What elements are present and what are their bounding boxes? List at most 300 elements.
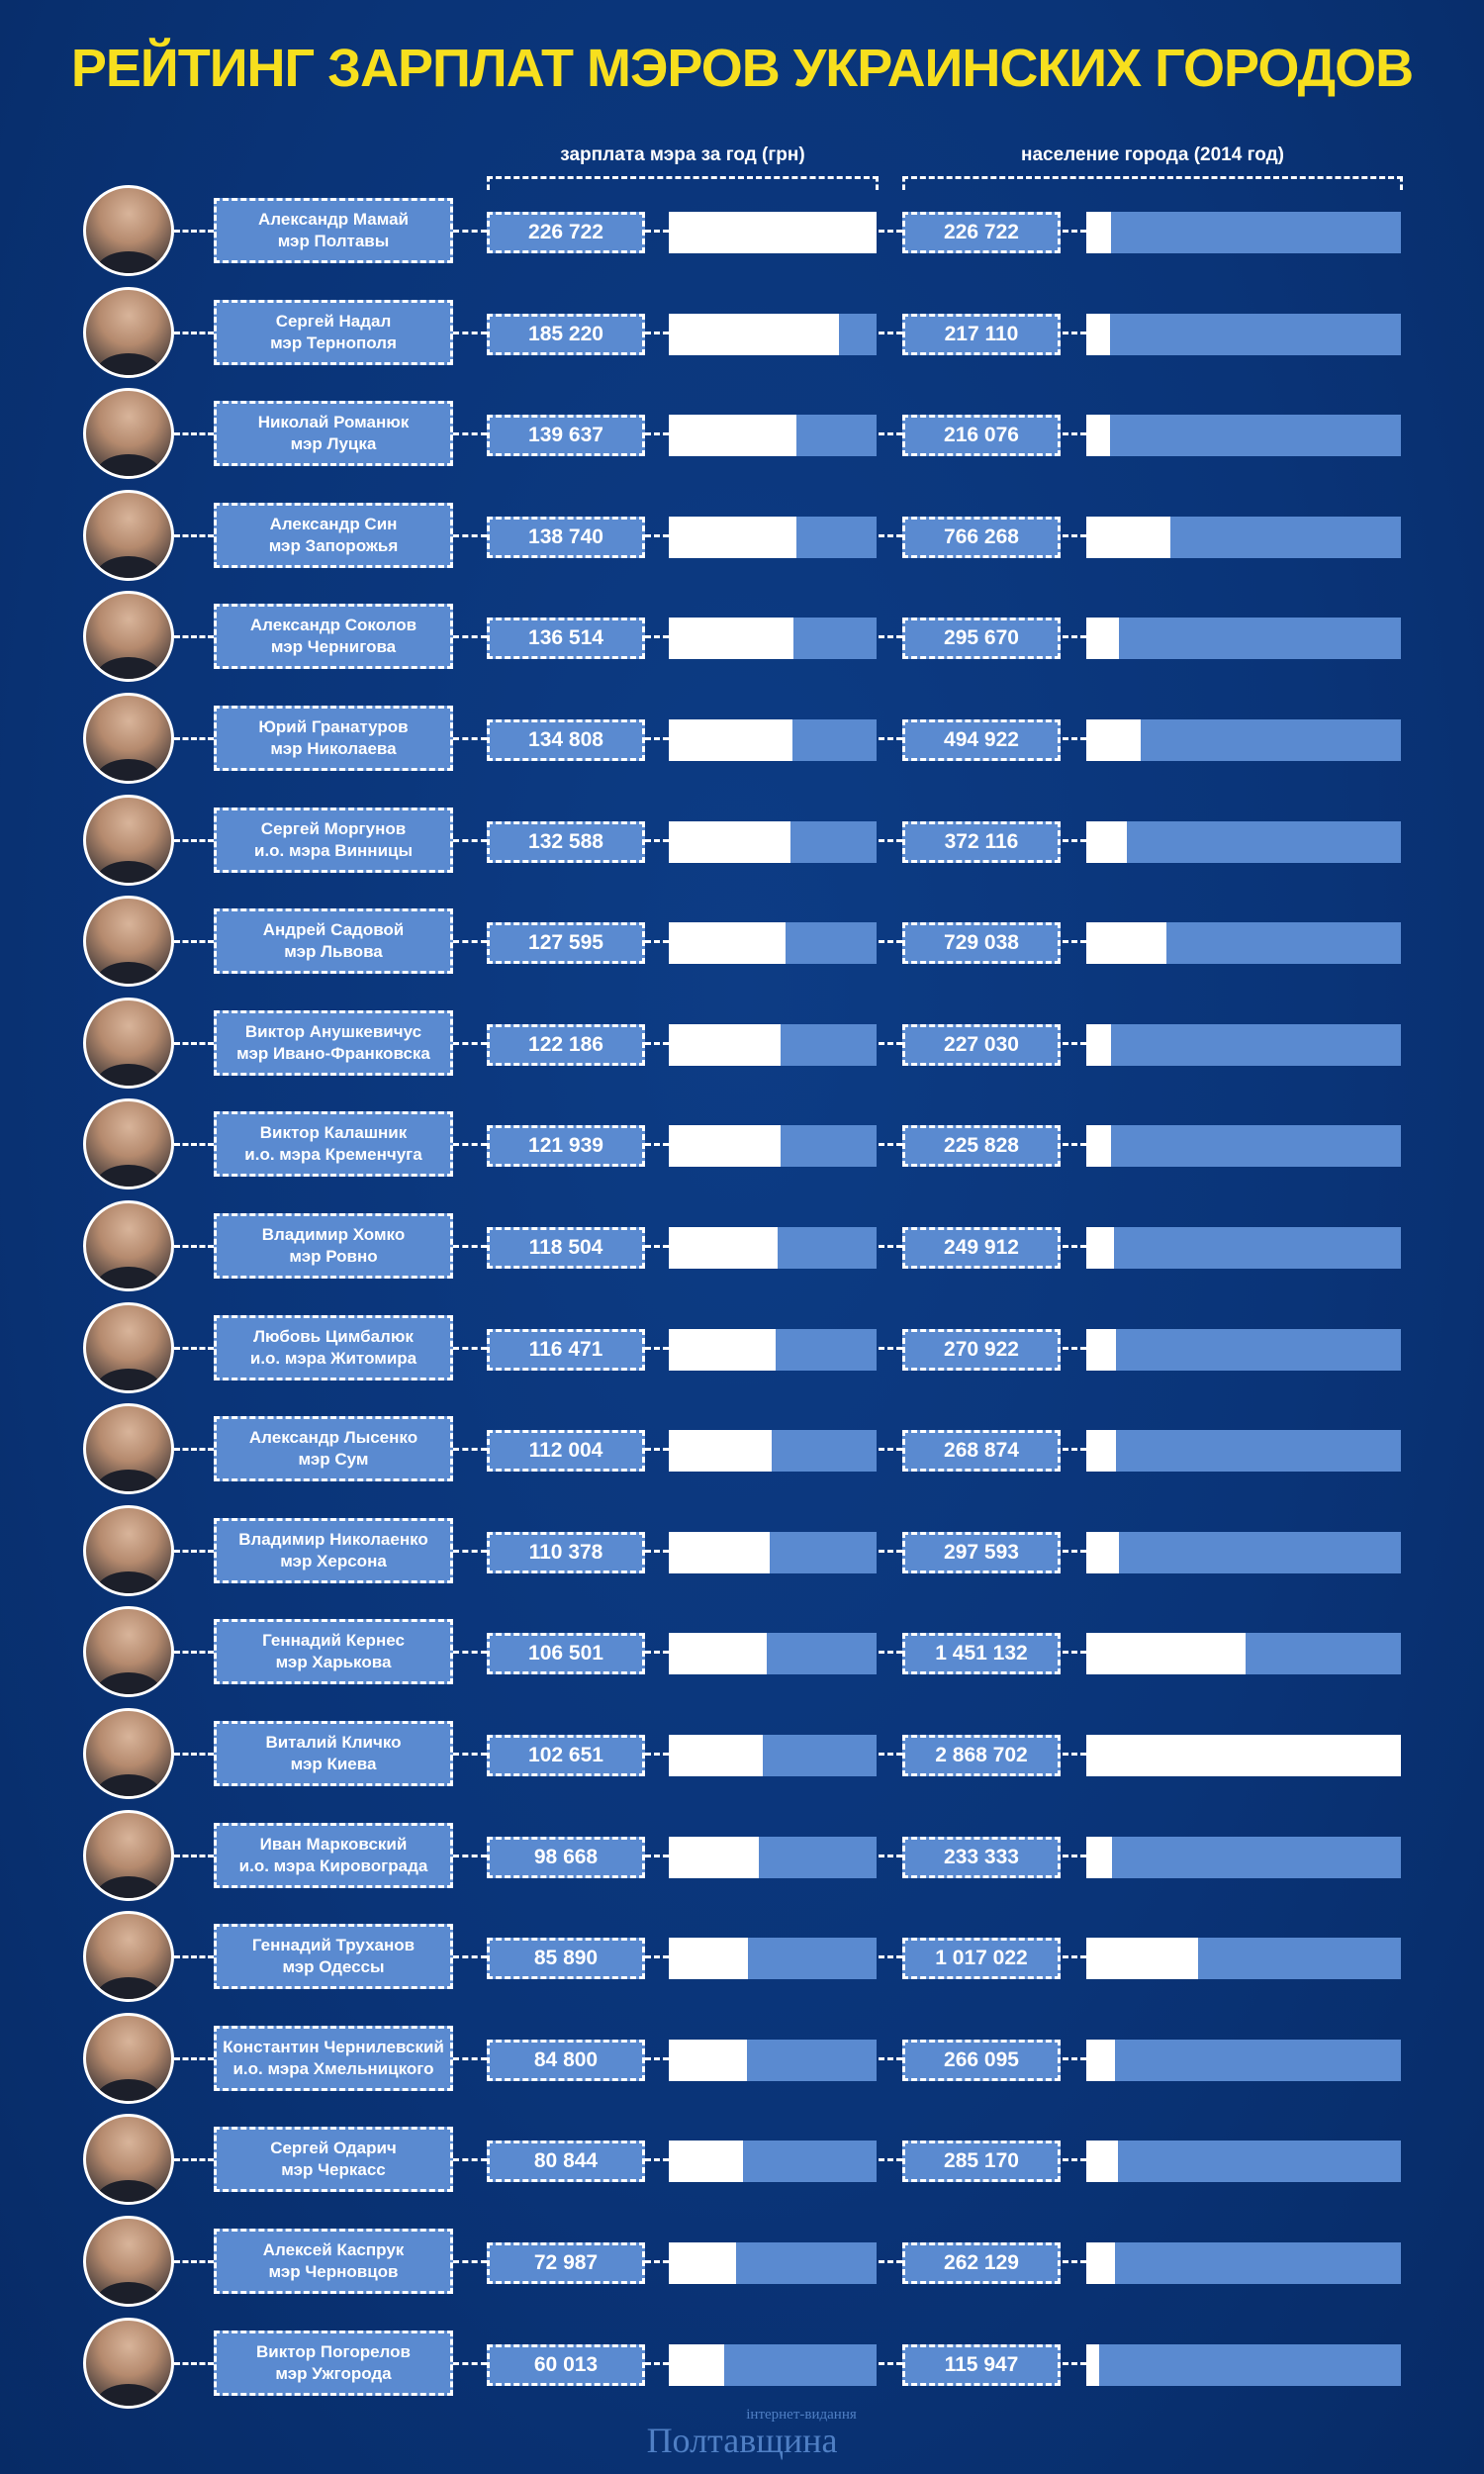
mayor-name: Виктор Калашник (259, 1123, 408, 1143)
salary-bar (669, 1837, 759, 1878)
mayor-name-box (214, 1619, 453, 1684)
dashed-connector (453, 940, 487, 943)
dashed-connector (645, 2057, 669, 2060)
population-bar (1086, 1125, 1111, 1167)
dashed-connector (453, 2057, 487, 2060)
population-bar-track (1086, 922, 1401, 964)
dashed-connector (174, 1347, 214, 1350)
dashed-connector (645, 1448, 669, 1451)
dashed-connector (1063, 635, 1086, 638)
population-bar-track (1086, 1430, 1401, 1472)
dashed-connector (453, 839, 487, 842)
dashed-connector (879, 1651, 902, 1654)
salary-value-label: 116 471 (487, 1329, 645, 1371)
mayor-photo (83, 388, 174, 479)
population-value-label: 262 129 (902, 2242, 1061, 2284)
dashed-connector (453, 534, 487, 537)
dashed-connector (879, 1143, 902, 1146)
dashed-connector (1063, 1245, 1086, 1248)
population-bar (1086, 2344, 1099, 2386)
dashed-connector (174, 1753, 214, 1756)
dashed-connector (453, 230, 487, 233)
salary-value-label: 139 637 (487, 415, 645, 456)
dashed-connector (645, 2362, 669, 2365)
population-value-label: 295 670 (902, 618, 1061, 659)
salary-bar (669, 1125, 781, 1167)
salary-bar-track (669, 415, 877, 456)
dashed-connector (1063, 2260, 1086, 2263)
dashed-connector (1063, 839, 1086, 842)
population-bar (1086, 922, 1166, 964)
population-value-label: 115 947 (902, 2344, 1061, 2386)
mayor-name: Александр Лысенко (248, 1428, 418, 1448)
mayor-photo (83, 1403, 174, 1494)
population-value-label: 494 922 (902, 719, 1061, 761)
dashed-connector (1063, 1347, 1086, 1350)
dashed-connector (174, 432, 214, 435)
population-bar (1086, 618, 1119, 659)
mayor-role: и.о. мэра Кировограда (238, 1856, 428, 1875)
dashed-connector (879, 1955, 902, 1958)
dashed-connector (879, 635, 902, 638)
dashed-connector (879, 534, 902, 537)
photo-silhouette (96, 1267, 161, 1291)
population-value-label: 270 922 (902, 1329, 1061, 1371)
salary-bar-track (669, 2344, 877, 2386)
population-bar (1086, 415, 1110, 456)
mayor-name: Геннадий Кернес (262, 1631, 405, 1651)
salary-value-label: 106 501 (487, 1633, 645, 1674)
population-value-label: 1 451 132 (902, 1633, 1061, 1674)
salary-bar-track (669, 2040, 877, 2081)
dashed-connector (174, 1855, 214, 1857)
photo-silhouette (96, 1774, 161, 1799)
photo-silhouette (96, 861, 161, 886)
mayor-name: Владимир Николаенко (238, 1529, 428, 1549)
dashed-connector (645, 1855, 669, 1857)
dashed-connector (453, 1753, 487, 1756)
mayor-photo (83, 998, 174, 1089)
population-column-header: население города (2014 год) (1021, 144, 1284, 165)
photo-silhouette (96, 2384, 161, 2409)
mayor-role: мэр Черкасс (281, 2160, 386, 2180)
mayor-role: и.о. мэра Хмельницкого (232, 2058, 434, 2078)
mayor-name-box (214, 1010, 453, 1076)
mayor-row (0, 1805, 1484, 1906)
mayor-role: мэр Львова (284, 942, 383, 962)
mayor-row (0, 282, 1484, 383)
mayor-photo (83, 591, 174, 682)
population-bar (1086, 517, 1170, 558)
dashed-connector (1063, 534, 1086, 537)
mayor-name-box (214, 1111, 453, 1177)
dashed-connector (879, 1855, 902, 1857)
dashed-connector (645, 1651, 669, 1654)
mayor-role: мэр Ужгорода (275, 2363, 392, 2383)
dashed-connector (453, 635, 487, 638)
population-bar (1086, 1024, 1111, 1066)
mayor-name-box (214, 1721, 453, 1786)
mayor-photo (83, 287, 174, 378)
salary-value-label: 84 800 (487, 2040, 645, 2081)
dashed-connector (453, 2260, 487, 2263)
salary-value-label: 72 987 (487, 2242, 645, 2284)
population-bar-track (1086, 1227, 1401, 1269)
photo-silhouette (96, 1672, 161, 1697)
mayor-role: мэр Черновцов (268, 2262, 399, 2281)
dashed-connector (174, 2260, 214, 2263)
salary-value-label: 112 004 (487, 1430, 645, 1472)
mayor-name: Константин Чернилевский (223, 2037, 444, 2056)
publisher-logo (0, 2407, 1484, 2461)
dashed-connector (1063, 332, 1086, 334)
population-value-label: 268 874 (902, 1430, 1061, 1472)
dashed-connector (453, 737, 487, 740)
mayor-name-box (214, 503, 453, 568)
salary-bar (669, 1532, 770, 1573)
dashed-connector (174, 1448, 214, 1451)
dashed-connector (174, 635, 214, 638)
salary-column-header: зарплата мэра за год (грн) (560, 144, 805, 165)
mayor-name: Геннадий Труханов (251, 1936, 416, 1955)
photo-silhouette (96, 657, 161, 682)
mayor-role: мэр Чернигова (270, 637, 397, 657)
population-bar (1086, 2242, 1115, 2284)
salary-bar-track (669, 1938, 877, 1979)
mayor-photo (83, 2318, 174, 2409)
mayor-name: Алексей Каспрук (262, 2240, 405, 2259)
population-bar-track (1086, 517, 1401, 558)
mayor-name: Виктор Анушкевичус (244, 1021, 422, 1041)
dashed-connector (645, 1955, 669, 1958)
population-bar-track (1086, 1024, 1401, 1066)
dashed-connector (879, 432, 902, 435)
population-bar-track (1086, 1938, 1401, 1979)
mayor-row (0, 1703, 1484, 1804)
mayor-row (0, 586, 1484, 687)
mayor-role: и.о. мэра Кременчуга (244, 1145, 422, 1165)
salary-bar (669, 2242, 736, 2284)
mayor-role: мэр Киева (290, 1755, 377, 1773)
salary-bar (669, 2141, 743, 2182)
photo-silhouette (96, 1470, 161, 1494)
photo-silhouette (96, 2282, 161, 2307)
mayor-name-box (214, 1924, 453, 1989)
population-bar-track (1086, 2242, 1401, 2284)
photo-silhouette (96, 1876, 161, 1901)
population-bar-track (1086, 1532, 1401, 1573)
mayor-name-box (214, 604, 453, 669)
salary-bar (669, 821, 790, 863)
salary-bar (669, 922, 786, 964)
mayor-name-box (214, 1518, 453, 1583)
dashed-connector (879, 1042, 902, 1045)
salary-value-label: 80 844 (487, 2141, 645, 2182)
population-bar (1086, 719, 1141, 761)
dashed-connector (879, 1245, 902, 1248)
salary-value-label: 134 808 (487, 719, 645, 761)
mayor-name-box (214, 808, 453, 873)
mayor-row (0, 383, 1484, 484)
population-value-label: 285 170 (902, 2141, 1061, 2182)
mayor-row (0, 485, 1484, 586)
mayor-row (0, 180, 1484, 281)
salary-bar (669, 1735, 763, 1776)
salary-bar (669, 1227, 778, 1269)
population-bar-track (1086, 314, 1401, 355)
salary-value-label: 127 595 (487, 922, 645, 964)
salary-bar-track (669, 314, 877, 355)
salary-bar-track (669, 1735, 877, 1776)
mayor-name-box (214, 2229, 453, 2294)
dashed-connector (879, 1550, 902, 1553)
photo-silhouette (96, 962, 161, 987)
dashed-connector (645, 737, 669, 740)
population-bar (1086, 212, 1111, 253)
mayor-photo (83, 1911, 174, 2002)
population-value-label: 233 333 (902, 1837, 1061, 1878)
mayor-row (0, 2313, 1484, 2414)
population-bar (1086, 314, 1110, 355)
population-bar (1086, 1938, 1198, 1979)
dashed-connector (1063, 2057, 1086, 2060)
chart-title: РЕЙТИНГ ЗАРПЛАТ МЭРОВ УКРАИНСКИХ ГОРОДОВ (70, 39, 1414, 98)
mayor-name: Сергей Одарич (270, 2139, 397, 2158)
dashed-connector (453, 432, 487, 435)
photo-silhouette (96, 759, 161, 784)
salary-bar-track (669, 1024, 877, 1066)
dashed-connector (174, 839, 214, 842)
mayor-photo (83, 795, 174, 886)
photo-silhouette (96, 1064, 161, 1089)
salary-bar-track (669, 2141, 877, 2182)
population-value-label: 216 076 (902, 415, 1061, 456)
dashed-connector (645, 432, 669, 435)
population-bar (1086, 1227, 1114, 1269)
population-bar-track (1086, 2344, 1401, 2386)
salary-bar-track (669, 517, 877, 558)
mayor-name-box (214, 401, 453, 466)
mayor-photo (83, 185, 174, 276)
dashed-connector (645, 1347, 669, 1350)
population-value-label: 297 593 (902, 1532, 1061, 1573)
salary-value-label: 132 588 (487, 821, 645, 863)
dashed-connector (1063, 432, 1086, 435)
dashed-connector (879, 1753, 902, 1756)
dashed-connector (879, 2057, 902, 2060)
mayor-name: Андрей Садовой (262, 920, 405, 940)
dashed-connector (879, 230, 902, 233)
dashed-connector (645, 1753, 669, 1756)
salary-bar (669, 618, 793, 659)
dashed-connector (879, 2158, 902, 2161)
logo-name: Полтавщина (646, 2421, 838, 2460)
mayor-name: Юрий Гранатуров (258, 717, 409, 736)
salary-value-label: 226 722 (487, 212, 645, 253)
dashed-connector (645, 230, 669, 233)
logo-subtitle: інтернет-видання (746, 2407, 857, 2423)
mayor-row (0, 993, 1484, 1094)
dashed-connector (453, 2362, 487, 2365)
mayor-row (0, 1297, 1484, 1398)
photo-silhouette (96, 2079, 161, 2104)
salary-bar (669, 1938, 748, 1979)
salary-bar-track (669, 1837, 877, 1878)
mayor-name-box (214, 1823, 453, 1888)
mayor-name-box (214, 706, 453, 771)
dashed-connector (453, 1245, 487, 1248)
population-bar (1086, 821, 1127, 863)
dashed-connector (879, 332, 902, 334)
dashed-connector (1063, 1143, 1086, 1146)
salary-bar (669, 2040, 747, 2081)
mayor-row (0, 2008, 1484, 2109)
population-bar-track (1086, 1633, 1401, 1674)
salary-value-label: 121 939 (487, 1125, 645, 1167)
salary-bar (669, 1430, 772, 1472)
dashed-connector (879, 839, 902, 842)
dashed-connector (174, 1245, 214, 1248)
dashed-connector (879, 2362, 902, 2365)
dashed-connector (645, 635, 669, 638)
population-value-label: 1 017 022 (902, 1938, 1061, 1979)
salary-bar-track (669, 1125, 877, 1167)
mayor-name-box (214, 198, 453, 263)
dashed-connector (645, 1143, 669, 1146)
mayor-role: мэр Николаева (270, 739, 397, 758)
salary-bar (669, 1633, 767, 1674)
salary-value-label: 102 651 (487, 1735, 645, 1776)
salary-bar (669, 517, 796, 558)
dashed-connector (174, 2158, 214, 2161)
population-bar-track (1086, 1329, 1401, 1371)
dashed-connector (1063, 1448, 1086, 1451)
dashed-connector (645, 332, 669, 334)
salary-bar-track (669, 2242, 877, 2284)
mayor-row (0, 1500, 1484, 1601)
dashed-connector (1063, 1042, 1086, 1045)
dashed-connector (645, 534, 669, 537)
mayor-name-box (214, 1213, 453, 1279)
dashed-connector (879, 940, 902, 943)
mayor-role: и.о. мэра Житомира (249, 1348, 417, 1368)
dashed-connector (1063, 2158, 1086, 2161)
salary-bar (669, 2344, 724, 2386)
mayor-photo (83, 490, 174, 581)
mayor-photo (83, 1708, 174, 1799)
dashed-connector (174, 2362, 214, 2365)
population-bar (1086, 1329, 1116, 1371)
mayor-row (0, 1398, 1484, 1499)
dashed-connector (1063, 1651, 1086, 1654)
mayor-row (0, 1094, 1484, 1194)
salary-bar-track (669, 1633, 877, 1674)
dashed-connector (1063, 2362, 1086, 2365)
salary-bar-track (669, 212, 877, 253)
population-value-label: 266 095 (902, 2040, 1061, 2081)
salary-value-label: 110 378 (487, 1532, 645, 1573)
salary-value-label: 98 668 (487, 1837, 645, 1878)
mayor-photo (83, 1302, 174, 1393)
population-bar (1086, 1532, 1119, 1573)
mayor-role: мэр Ровно (289, 1247, 378, 1266)
mayor-row (0, 2109, 1484, 2210)
dashed-connector (174, 940, 214, 943)
photo-silhouette (96, 251, 161, 276)
mayor-photo (83, 896, 174, 987)
dashed-connector (1063, 1955, 1086, 1958)
salary-bar-track (669, 719, 877, 761)
dashed-connector (174, 332, 214, 334)
mayor-role: мэр Херсона (280, 1551, 387, 1570)
dashed-connector (879, 1448, 902, 1451)
population-bar (1086, 1837, 1112, 1878)
mayor-role: мэр Тернополя (270, 333, 397, 352)
mayor-photo (83, 2216, 174, 2307)
dashed-connector (645, 1042, 669, 1045)
salary-value-label: 122 186 (487, 1024, 645, 1066)
photo-silhouette (96, 1571, 161, 1596)
salary-value-label: 118 504 (487, 1227, 645, 1269)
photo-silhouette (96, 1369, 161, 1393)
mayor-name: Виктор Погорелов (256, 2341, 411, 2361)
mayor-row (0, 790, 1484, 891)
dashed-connector (645, 1550, 669, 1553)
mayor-name: Александр Соколов (249, 616, 417, 635)
mayor-name: Николай Романюк (257, 413, 410, 432)
population-value-label: 372 116 (902, 821, 1061, 863)
population-bar (1086, 1430, 1116, 1472)
salary-bar-track (669, 1227, 877, 1269)
photo-silhouette (96, 1977, 161, 2002)
dashed-connector (1063, 737, 1086, 740)
mayor-name: Сергей Моргунов (260, 818, 407, 838)
salary-bar (669, 314, 839, 355)
dashed-connector (1063, 940, 1086, 943)
population-bar-track (1086, 1735, 1401, 1776)
dashed-connector (174, 1550, 214, 1553)
mayor-photo (83, 2114, 174, 2205)
salary-bar-track (669, 922, 877, 964)
dashed-connector (645, 940, 669, 943)
population-bar-track (1086, 415, 1401, 456)
population-value-label: 729 038 (902, 922, 1061, 964)
photo-silhouette (96, 556, 161, 581)
mayor-photo (83, 1810, 174, 1901)
mayor-role: мэр Одессы (282, 1957, 385, 1977)
population-bar-track (1086, 212, 1401, 253)
salary-bar (669, 415, 796, 456)
mayor-role: мэр Сум (298, 1450, 369, 1470)
photo-silhouette (96, 2180, 161, 2205)
photo-silhouette (96, 454, 161, 479)
mayor-row (0, 891, 1484, 992)
population-bar (1086, 1633, 1246, 1674)
mayor-name: Александр Мамай (258, 210, 409, 229)
salary-value-label: 136 514 (487, 618, 645, 659)
mayor-role: мэр Харькова (275, 1653, 392, 1672)
dashed-connector (174, 1651, 214, 1654)
dashed-connector (879, 2260, 902, 2263)
salary-value-label: 138 740 (487, 517, 645, 558)
dashed-connector (453, 1651, 487, 1654)
mayor-name-box (214, 1315, 453, 1380)
dashed-connector (645, 839, 669, 842)
population-bar-track (1086, 1125, 1401, 1167)
dashed-connector (453, 1550, 487, 1553)
dashed-connector (879, 1347, 902, 1350)
dashed-connector (174, 1042, 214, 1045)
